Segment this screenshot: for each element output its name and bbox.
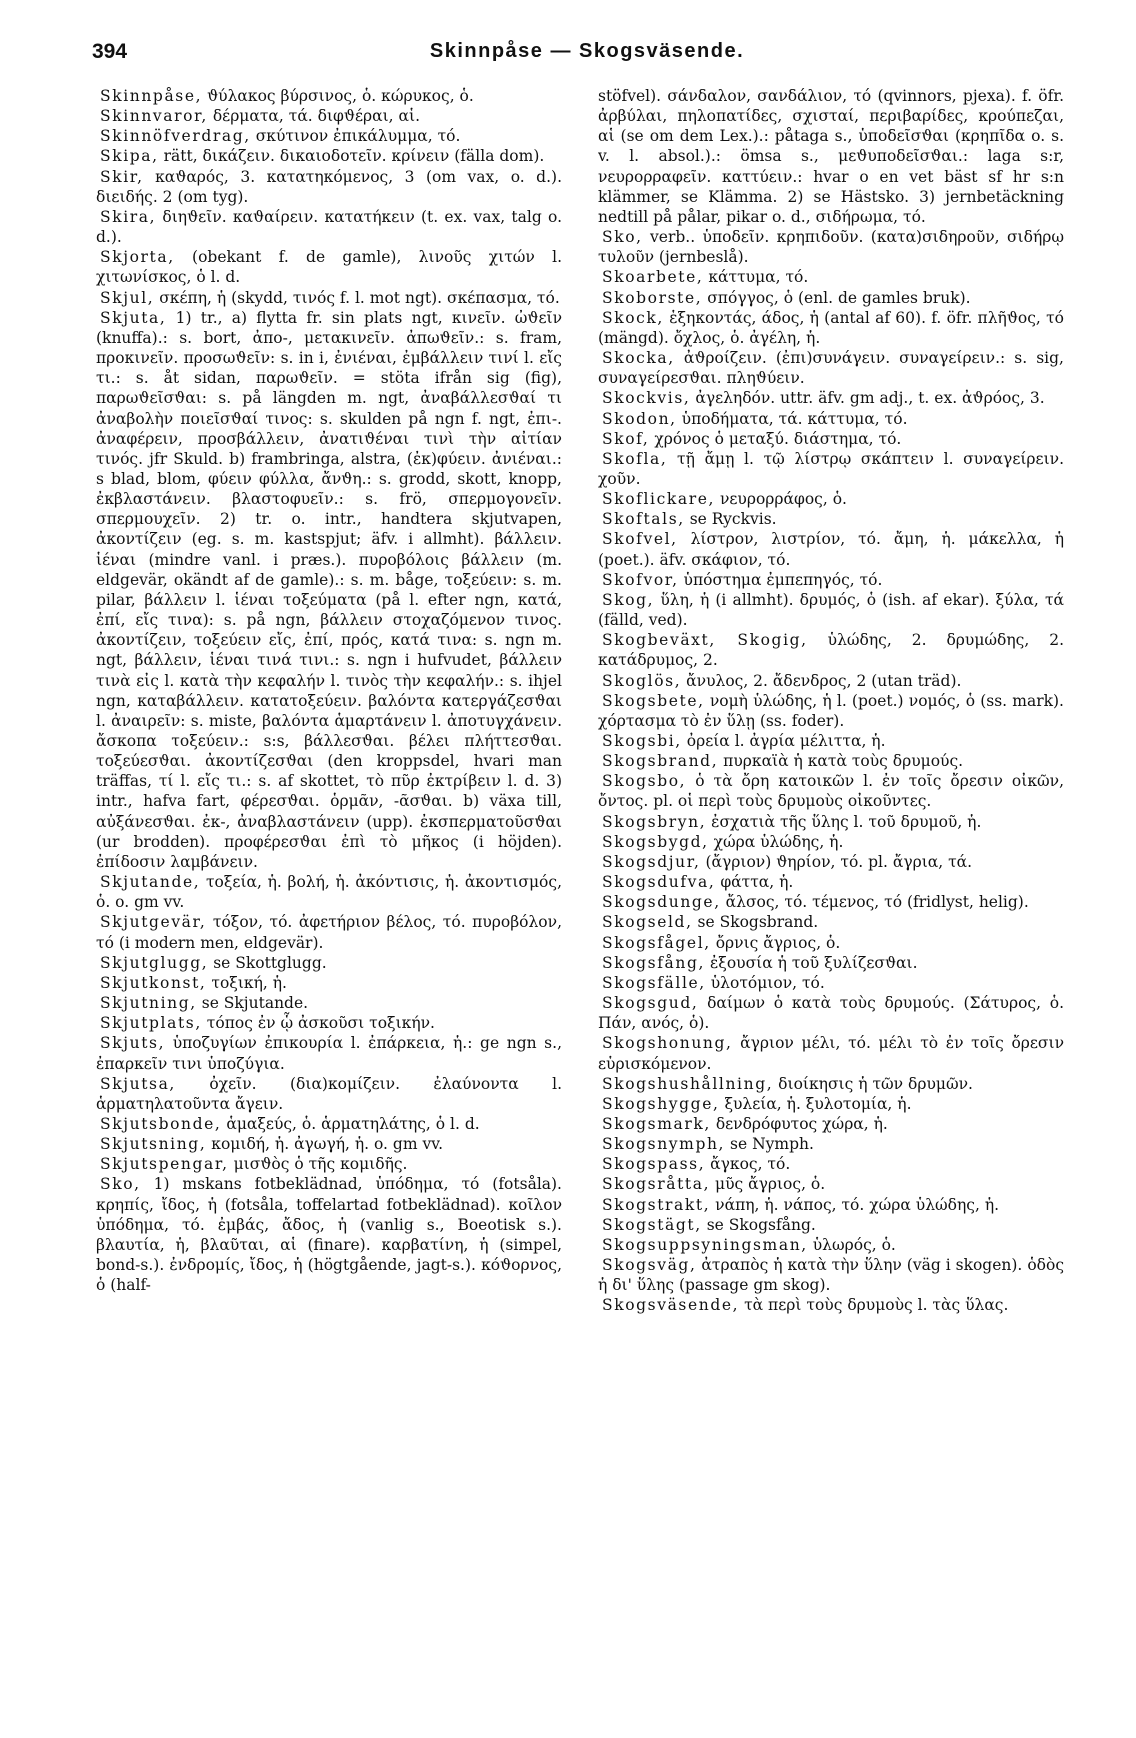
- entry-definition: ἄλσος, τό. τέμενος, τό (fridlyst, helig).: [720, 893, 1029, 912]
- entry-definition: διοίκησις ἡ τῶν δρυμῶν.: [773, 1074, 973, 1093]
- entry-definition: ἄγριον μέλι, τό. μέλι τὸ ἐν τοῖς ὄρεσιν εὑρισκόμενον.: [598, 1034, 1064, 1073]
- entry-headword: Skogsväg,: [602, 1256, 697, 1275]
- dictionary-entry: [598, 993, 1064, 1033]
- entry-definition: ἐξουσία ἡ τοῦ ξυλίζεσϑαι.: [705, 953, 918, 972]
- dictionary-entry: [96, 167, 562, 207]
- entry-definition: νομὴ ὑλώδης, ἡ l. (poet.) νομός, ὁ (ss. mark). χόρτασμα τὸ ἐν ὕλῃ (ss. foder).: [598, 691, 1064, 730]
- entry-definition: ὀχεῖν. (δια)κομίζειν. ἐλαύνοντα l. ἁρματηλατοῦντα ἄγειν.: [96, 1074, 562, 1113]
- dictionary-entry: [598, 912, 1064, 932]
- dictionary-entry: [598, 751, 1064, 771]
- entry-definition: ὑλώδης, 2. δρυμώδης, 2. κατάδρυμος, 2.: [598, 631, 1064, 670]
- dictionary-entry: [598, 953, 1064, 973]
- entry-definition: ἀϑροίζειν. (ἐπι)συνάγειν. συναγείρειν.: s. sig, συναγείρεσϑαι. πληϑύειν.: [598, 349, 1064, 388]
- entry-headword: Skogsbygd,: [602, 832, 709, 851]
- entry-definition: ϑύλακος βύρσινος, ὁ. κώρυκος, ὁ.: [202, 87, 474, 105]
- entry-definition: se Skjutande.: [196, 994, 309, 1013]
- entry-headword: Skipa,: [100, 147, 159, 166]
- entry-definition: ὑλωρός, ὁ.: [807, 1235, 896, 1254]
- dictionary-entry: [598, 1114, 1064, 1134]
- entry-definition: σκύτινον ἐπικάλυμμα, τό.: [250, 127, 461, 146]
- entry-definition: 1) tr., a) flytta fr. sin plats ngt, κινεῖν. ὠϑεῖν (knuffa).: s. bort, ἀπο-, μετακινεῖν. ἀπωϑεῖν.: s. fram, προκινεῖν. προσωϑεῖν: s. in i, ἐνιέναι, ἐμβάλλειν τινί l. εἴς τι.: s. åt sidan, παρωϑεῖν. = stöta ifrån sig (fig), παρωϑεῖσϑαι: s. på längden m. ngt, ἀναβάλλεσϑαί τι ἀναβολὴν ποιεῖσϑαί τινος: s. skulden på ngn f. ngt, ἐπι-. ἀναφέρειν, προσβάλλειν, ἀνατιϑέναι τινὶ τὴν αἰτίαν τινός. jfr Skuld. b) frambringa, alstra, (ἐκ)φύειν. ἀνιέναι.: s blad, blom, φύειν φύλλα, ἄνϑη.: s. grodd, skott, knopp, ἐκβλαστάνειν. βλαστοφυεῖν.: s. frö, σπερμογονεῖν. σπερμουχεῖν. 2) tr. o. intr., handtera skjutvapen, ἀκοντίζειν (eg. s. m. kastspjut; äfv. i allmht). βάλλειν. ἱέναι (mindre vanl. i præs.). πυροβόλοις βάλλειν (m. eldgevär, okändt af de gamle).: s. m. båge, τοξεύειν: s. m. pilar, βάλλειν l. ἱέναι τοξεύματα (på l. efter ngn, κατά, ἐπί, εἴς τινα): s. på ngn, βάλλειν στοχαζόμενον τινος. ἀκοντίζειν, τοξεύειν εἴς, ἐπί, πρός, κατά τινα: s. ngn m. ngt, βάλλειν, ἱέναι τινά τινι.: s. ngn i hufvudet, βάλλειν τινὰ εἰς l. κατὰ τὴν κεφαλήν l. τινὸς τὴν κεφαλήν.: s. ihjel ngn, καταβάλλειν. κατατοξεύειν. βαλόντα κατεργάζεσϑαι l. ἀναιρεῖν: s. miste, βαλόντα ἁμαρτάνειν l. ἀποτυγχάνειν. ἄσκοπα τοξεύειν.: s:s, βάλλεσϑαι. βέλει πλήττεσϑαι. τοξεύεσϑαι. ἀκοντίζεσϑαι (den kroppsdel, hvari man träffas, τί l. εἴς τι.: s. af skottet, τὸ πῦρ ἐκτρίβειν l. d. 3) intr., hafva fart, φέρεσϑαι. ὁρμᾶν, -ᾶσϑαι. b) växa till, αὐξάνεσϑαι. ἐκ-, ἀναβλαστάνειν (upp). ἐκσπερματοῦσϑαι (ur brodden). προφέρεσϑαι ἐπὶ τὸ μῆκος (i höjden). ἐπίδοσιν λαμβάνειν.: [96, 308, 562, 871]
- dictionary-entry: [598, 852, 1064, 872]
- entry-definition: μῦς ἄγριος, ὁ.: [710, 1175, 826, 1194]
- dictionary-entry: [598, 832, 1064, 852]
- entry-definition: se Ryckvis.: [684, 510, 777, 529]
- entry-definition: μισϑὸς ὁ τῆς κομιδῆς.: [228, 1155, 408, 1174]
- dictionary-entry: [96, 1114, 562, 1134]
- entry-definition: σκέπη, ἡ (skydd, τινός f. l. mot ngt). σκέπασμα, τό.: [154, 288, 560, 307]
- dictionary-entry: [598, 630, 1064, 670]
- entry-definition: κάττυμα, τό.: [703, 268, 809, 287]
- dictionary-entry: [598, 1174, 1064, 1194]
- dictionary-entry: [96, 1154, 562, 1174]
- entry-headword: Skock,: [602, 308, 664, 327]
- dictionary-entry: [598, 933, 1064, 953]
- dictionary-entry: [598, 1215, 1064, 1235]
- entry-definition: χρόνος ὁ μεταξύ. διάστημα, τό.: [649, 429, 902, 448]
- dictionary-entry: [96, 288, 562, 308]
- dictionary-entry: [598, 1295, 1064, 1315]
- dictionary-entry: [598, 86, 1064, 227]
- entry-definition: διηϑεῖν. καϑαίρειν. κατατήκειν (t. ex. vax, talg o. d.).: [96, 207, 562, 247]
- entry-definition: ὕλη, ἡ (i allmht). δρυμός, ὁ (ish. af ekar). ξύλα, τά (fälld, ved).: [598, 590, 1064, 630]
- entry-definition: ὄρνις ἄγριος, ὁ.: [710, 933, 841, 952]
- entry-headword: Skjutning,: [100, 994, 197, 1013]
- entry-definition: ἐσχατιὰ τῆς ὕλης l. τοῦ δρυμοῦ, ἡ.: [706, 812, 982, 831]
- entry-definition: τόπος ἐν ᾧ ἀσκοῦσι τοξικήν.: [201, 1014, 435, 1033]
- entry-definition: ὀρεία l. ἀγρία μέλιττα, ἡ.: [681, 732, 886, 750]
- entry-definition: τῇ ἄμῃ l. τῷ λίστρῳ σκάπτειν l. συναγείρειν. χοῦν.: [598, 449, 1064, 488]
- entry-headword: Skjorta,: [100, 248, 175, 267]
- entry-headword: Skogsdjur,: [602, 852, 701, 871]
- entry-headword: Skogsdufva,: [602, 873, 716, 892]
- dictionary-entry: [598, 509, 1064, 529]
- dictionary-entry: [598, 529, 1064, 569]
- entry-definition: (obekant f. de gamle), λινοῦς χιτών l. χιτωνίσκος, ὁ l. d.: [96, 248, 562, 287]
- dictionary-entry: [598, 388, 1064, 408]
- dictionary-entry: [96, 1174, 562, 1295]
- entry-headword: Skjul,: [100, 288, 155, 307]
- entry-headword: Skockvis,: [602, 389, 691, 408]
- dictionary-entry: [598, 449, 1064, 489]
- dictionary-entry: [96, 146, 562, 166]
- dictionary-entry: [598, 429, 1064, 449]
- dictionary-entry: [96, 86, 562, 106]
- entry-headword: Skogstrakt,: [602, 1195, 711, 1214]
- dictionary-entry: [598, 489, 1064, 509]
- entry-definition: se Skogsbrand.: [692, 913, 819, 932]
- dictionary-entry: [598, 1255, 1064, 1295]
- entry-definition: se Skogsfång.: [701, 1215, 816, 1234]
- entry-headword: Skodon,: [602, 409, 677, 428]
- dictionary-entry: [96, 993, 562, 1013]
- entry-definition: ἀγεληδόν. uttr. äfv. gm adj., t. ex. ἀϑρόος, 3.: [690, 389, 1045, 408]
- entry-headword: Skogsuppsyningsman,: [602, 1235, 808, 1254]
- dictionary-entry: [598, 227, 1064, 267]
- dictionary-entry: [96, 1033, 562, 1073]
- dictionary-entry: [598, 872, 1064, 892]
- entry-headword: Skof,: [602, 429, 650, 448]
- dictionary-entry: [96, 126, 562, 146]
- entry-definition: ὑπόστημα ἐμπεπηγός, τό.: [678, 570, 883, 589]
- dictionary-entry: [598, 267, 1064, 287]
- dictionary-entry: [598, 308, 1064, 348]
- dictionary-entry: [598, 812, 1064, 832]
- entry-headword: Skjutspengar,: [100, 1155, 229, 1174]
- dictionary-entry: [96, 973, 562, 993]
- entry-definition: ὑποζυγίων ἐπικουρία l. ἐπάρκεια, ἡ.: ge ngn s., ἐπαρκεῖν τινι ὑποζύγια.: [96, 1034, 562, 1073]
- entry-definition: χώρα ὑλώδης, ἡ.: [708, 832, 844, 851]
- entry-definition: λίστρον, λιστρίον, τό. ἄμη, ἡ. μάκελλα, ἡ (poet.). äfv. σκάφιον, τό.: [598, 530, 1064, 569]
- dictionary-entry: [598, 409, 1064, 429]
- dictionary-entry: [96, 872, 562, 912]
- entry-definition: κομιδή, ἡ. ἀγωγή, ἡ. o. gm vv.: [206, 1135, 444, 1154]
- entry-headword: Skogshonung,: [602, 1034, 733, 1053]
- entry-definition: ἁμαξεύς, ὁ. ἁρματηλάτης, ὁ l. d.: [221, 1114, 480, 1133]
- dictionary-entry: [96, 308, 562, 872]
- entry-definition: ξυλεία, ἡ. ξυλοτομία, ἡ.: [719, 1094, 912, 1113]
- entry-headword: Skogsbrand,: [602, 752, 719, 771]
- entry-headword: Skogseld,: [602, 913, 693, 932]
- entry-headword: Skogshushållning,: [602, 1074, 774, 1093]
- entry-definition: se Skottglugg.: [208, 953, 327, 972]
- entry-headword: Skjutsa,: [100, 1074, 176, 1093]
- entry-headword: Skogsbo,: [602, 772, 687, 791]
- dictionary-entry: [598, 1134, 1064, 1154]
- entry-headword: Skogsgud,: [602, 994, 699, 1013]
- entry-headword: Skjutande,: [100, 873, 201, 892]
- entry-definition: rätt, δικάζειν. δικαιοδοτεῖν. κρίνειν (fälla dom).: [158, 147, 545, 166]
- entry-headword: Skjutsning,: [100, 1135, 207, 1154]
- entry-headword: Skogsfälle,: [602, 973, 706, 992]
- entry-definition: τὰ περὶ τοὺς δρυμοὺς l. τὰς ὕλας.: [739, 1296, 1009, 1315]
- entry-headword: Skira,: [100, 207, 157, 226]
- entry-definition: νευρορράφος, ὁ.: [715, 490, 847, 509]
- entry-headword: Skoflickare,: [602, 490, 716, 509]
- entry-headword: Skogsmark,: [602, 1114, 711, 1133]
- dictionary-entry: [598, 973, 1064, 993]
- entry-definition: ἀτραπὸς ἡ κατὰ τὴν ὕλην (väg i skogen). ὁδὸς ἡ δι' ὕλης (passage gm skog).: [598, 1256, 1064, 1295]
- dictionary-entry: [598, 348, 1064, 388]
- entry-headword: Skog,: [602, 590, 655, 609]
- entry-definition: τοξική, ἡ.: [206, 973, 287, 992]
- entry-definition: τοξεία, ἡ. βολή, ἡ. ἀκόντισις, ἡ. ἀκοντισμός, ὁ. o. gm vv.: [96, 873, 562, 912]
- entry-headword: Skjutsbonde,: [100, 1114, 222, 1133]
- entry-headword: Skjutplats,: [100, 1014, 202, 1033]
- entry-headword: Skir,: [100, 167, 144, 186]
- entry-headword: Skofvor,: [602, 570, 679, 589]
- entry-headword: Skogbeväxt, Skogig,: [602, 631, 808, 650]
- page-number: 394: [92, 40, 128, 63]
- dictionary-entry: [96, 207, 562, 247]
- entry-headword: Skogsväsende,: [602, 1296, 740, 1315]
- entry-headword: Skogstägt,: [602, 1215, 702, 1234]
- dictionary-entry: [598, 570, 1064, 590]
- entry-definition: ἄνυλος, 2. ἄδενδρος, 2 (utan träd).: [681, 671, 962, 690]
- entry-definition: φάττα, ἡ.: [715, 873, 794, 892]
- dictionary-entry: [598, 731, 1064, 751]
- entry-headword: Skoglös,: [602, 671, 682, 690]
- dictionary-entry: [598, 1074, 1064, 1094]
- dictionary-entry: [96, 1074, 562, 1114]
- entry-headword: Skinnöfverdrag,: [100, 127, 251, 146]
- entry-headword: Skjuta,: [100, 308, 167, 327]
- dictionary-entry: [96, 912, 562, 952]
- entry-headword: Skjutgevär,: [100, 913, 207, 932]
- right-column: [598, 86, 1064, 1706]
- dictionary-entry: [598, 1235, 1064, 1255]
- entry-definition: ἄγκος, τό.: [705, 1155, 791, 1174]
- dictionary-entry: [598, 691, 1064, 731]
- dictionary-entry: [96, 1134, 562, 1154]
- entry-headword: Skinnvaror,: [100, 107, 208, 126]
- entry-definition: stöfvel). σάνδαλον, σανδάλιον, τό (qvinnors, pjexa). f. öfr. ἀρβύλαι, πηλοπατίδες, σχισταί, περιβαρίδες, κρούπεζαι, αἱ (se om dem Lex.).: påtaga s., ὑποδεῖσϑαι (κρηπῖδα o. s. v. l. absol.).: ömsa s., μεϑυποδεῖσϑαι.: laga s:r, νευρορραφεῖν. καττύειν.: hvar o en vet bäst sf hr s:n klämmer, se Klämma. 2) se Hästsko. 3) jernbetäckning nedtill på pålar, pikar o. d., σιδήρωμα, τό.: [598, 87, 1064, 226]
- entry-headword: Skogshygge,: [602, 1094, 720, 1113]
- entry-definition: δαίμων ὁ κατὰ τοὺς δρυμούς. (Σάτυρος, ὁ. Πάν, ανός, ὁ).: [598, 994, 1064, 1033]
- dictionary-entry: [598, 892, 1064, 912]
- page-header: [92, 40, 1082, 70]
- entry-headword: Skocka,: [602, 349, 675, 368]
- entry-headword: Skoarbete,: [602, 268, 704, 287]
- entry-definition: ἑξηκοντάς, άδος, ἡ (antal af 60). f. öfr. πλῆϑος, τό (mängd). ὄχλος, ὁ. ἀγέλη, ἡ.: [598, 308, 1064, 347]
- dictionary-entry: [96, 106, 562, 126]
- entry-headword: Skogsbete,: [602, 691, 705, 710]
- entry-definition: καϑαρός, 3. κατατηκόμενος, 3 (om vax, o. d.). διειδής. 2 (om tyg).: [96, 167, 562, 206]
- entry-definition: σπόγγος, ὁ (enl. de gamles bruk).: [702, 288, 971, 307]
- entry-headword: Skofla,: [602, 449, 668, 468]
- entry-definition: verb.. ὑποδεῖν. κρηπιδοῦν. (κατα)σιδηροῦν, σιδήρῳ τυλοῦν (jernbeslå).: [598, 228, 1064, 267]
- entry-definition: ὑλοτόμιον, τό.: [705, 973, 825, 992]
- entry-headword: Skofvel,: [602, 530, 678, 549]
- entry-definition: (ἄγριον) ϑηρίον, τό. pl. ἄγρια, τά.: [700, 852, 973, 871]
- running-head: Skinnpåse — Skogsväsende.: [429, 40, 745, 62]
- entry-headword: Skogsbi,: [602, 732, 682, 750]
- entry-headword: Skjutkonst,: [100, 973, 207, 992]
- entry-headword: Sko,: [100, 1175, 141, 1194]
- entry-headword: Skoftals,: [602, 510, 685, 529]
- entry-headword: Skogsråtta,: [602, 1175, 711, 1194]
- entry-definition: τόξον, τό. ἀφετήριον βέλος, τό. πυροβόλον, τό (i modern men, eldgevär).: [96, 913, 562, 952]
- entry-definition: νάπη, ἡ. νάπος, τό. χώρα ὑλώδης, ἡ.: [710, 1195, 1000, 1214]
- entry-headword: Skogsdunge,: [602, 893, 721, 912]
- entry-headword: Skogspass,: [602, 1155, 706, 1174]
- entry-definition: πυρκαϊὰ ἡ κατὰ τοὺς δρυμούς.: [718, 752, 964, 771]
- entry-headword: Skogsfågel,: [602, 933, 711, 952]
- entry-headword: Sko,: [602, 228, 643, 247]
- dictionary-entry: [598, 1094, 1064, 1114]
- dictionary-entry: [96, 1013, 562, 1033]
- entry-definition: ὑποδήματα, τά. κάττυμα, τό.: [676, 409, 908, 428]
- entry-headword: Skogsnymph,: [602, 1135, 726, 1154]
- entry-headword: Skogsfång,: [602, 953, 706, 972]
- entry-headword: Skinnpåse,: [100, 87, 203, 105]
- entry-headword: Skjutglugg,: [100, 953, 209, 972]
- entry-headword: Skogsbryn,: [602, 812, 707, 831]
- dictionary-entry: [598, 671, 1064, 691]
- entry-definition: δέρματα, τά. διφϑέραι, αἱ.: [207, 107, 420, 126]
- entry-definition: se Nymph.: [725, 1135, 814, 1154]
- dictionary-entry: [598, 771, 1064, 811]
- entry-headword: Skoborste,: [602, 288, 703, 307]
- dictionary-entry: [598, 1195, 1064, 1215]
- entry-headword: Skjuts,: [100, 1034, 166, 1053]
- dictionary-entry: [598, 288, 1064, 308]
- entry-definition: ὁ τὰ ὄρη κατοικῶν l. ἐν τοῖς ὄρεσιν οἰκῶν, ὄντος. pl. οἱ περὶ τοὺς δρυμοὺς οἰκοῦντες.: [598, 772, 1064, 811]
- dictionary-entry: [96, 953, 562, 973]
- dictionary-entry: [598, 1033, 1064, 1073]
- dictionary-entry: [598, 1154, 1064, 1174]
- entry-definition: 1) mskans fotbeklädnad, ὑπόδημα, τό (fotsåla). κρηπίς, ἴδος, ἡ (fotsåla, toffelartad fotbeklädnad). κοῖλον ὑπόδημα, τό. ἐμβάς, ἄδος, ἡ (vanlig s., Boeotisk s.). βλαυτία, ἡ, βλαῦται, αἱ (finare). καρβατίνη, ἡ (simpel, bond-s.). ἐνδρομίς, ἴδος, ἡ (högtgående, jagt-s.). κόϑορνος, ὁ (half-: [96, 1175, 562, 1295]
- left-column: [96, 86, 562, 1706]
- dictionary-entry: [598, 590, 1064, 630]
- entry-definition: δενδρόφυτος χώρα, ἡ.: [710, 1114, 888, 1133]
- dictionary-entry: [96, 247, 562, 287]
